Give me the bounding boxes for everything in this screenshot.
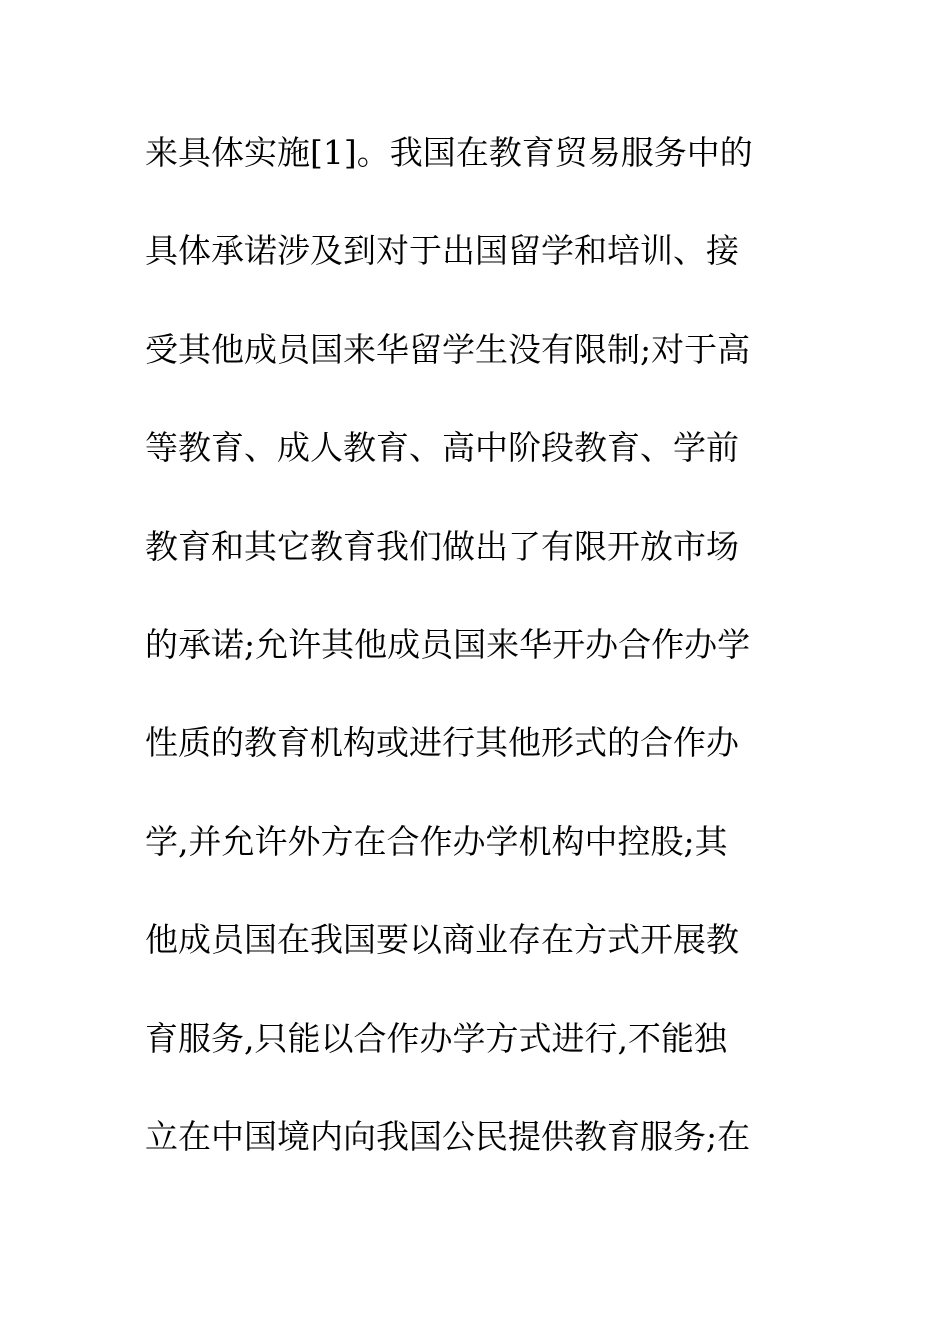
text-line: 来具体实施[1]。我国在教育贸易服务中的	[145, 133, 753, 172]
text-line: 具体承诺涉及到对于出国留学和培训、接	[145, 231, 739, 271]
text-line: 他成员国在我国要以商业存在方式开展教	[145, 920, 739, 960]
body-text	[145, 123, 805, 1205]
text-line: 性质的教育机构或进行其他形式的合作办	[145, 723, 739, 763]
text-line: 立在中国境内向我国公民提供教育服务;在	[145, 1116, 751, 1156]
text-line: 的承诺;允许其他成员国来华开办合作办学	[145, 624, 751, 664]
text-line: 等教育、成人教育、高中阶段教育、学前	[145, 428, 739, 468]
text-line: 育服务,只能以合作办学方式进行,不能独	[145, 1018, 727, 1058]
text-line: 学,并允许外方在合作办学机构中控股;其	[145, 821, 728, 861]
text-line: 教育和其它教育我们做出了有限开放市场	[145, 526, 739, 566]
text-line: 受其他成员国来华留学生没有限制;对于高	[145, 329, 751, 369]
